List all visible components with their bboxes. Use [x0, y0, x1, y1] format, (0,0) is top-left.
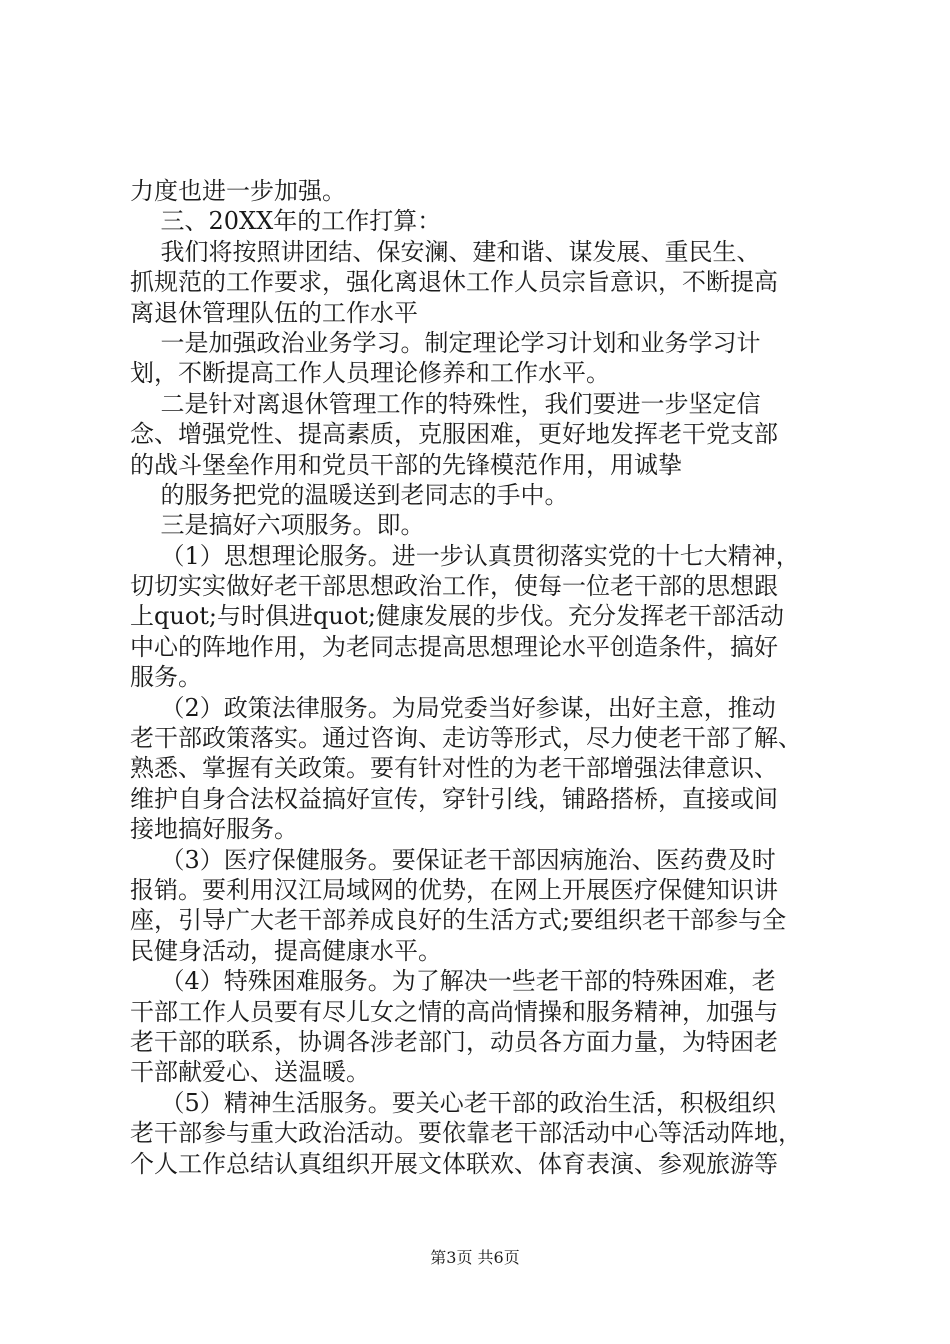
- text-line: 民健身活动，提高健康水平。: [130, 936, 442, 965]
- text-line: 老干部参与重大政治活动。要依靠老干部活动中心等活动阵地，: [130, 1119, 802, 1148]
- text-line: 服务。: [130, 663, 202, 692]
- text-line: 的战斗堡垒作用和党员干部的先锋模范作用，用诚挚: [130, 450, 682, 479]
- text-line: 接地搞好服务。: [130, 815, 298, 844]
- text-line: 三、20XX年的工作打算：: [130, 207, 442, 236]
- text-line: 切切实实做好老干部思想政治工作，使每一位老干部的思想跟: [130, 572, 778, 601]
- text-line: 上quot;与时俱进quot;健康发展的步伐。充分发挥老干部活动: [130, 602, 784, 631]
- text-line: （5）精神生活服务。要关心老干部的政治生活，积极组织: [130, 1088, 776, 1117]
- text-line: 我们将按照讲团结、保安澜、建和谐、谋发展、重民生、: [130, 237, 761, 266]
- text-line: 老干部的联系，协调各涉老部门，动员各方面力量，为特困老: [130, 1027, 778, 1056]
- text-line: 干部工作人员要有尽儿女之情的高尚情操和服务精神，加强与: [130, 997, 778, 1026]
- text-line: （1）思想理论服务。进一步认真贯彻落实党的十七大精神，: [130, 541, 800, 570]
- text-line: 抓规范的工作要求，强化离退休工作人员宗旨意识，不断提高: [130, 268, 778, 297]
- text-line: 念、增强党性、提高素质，克服困难，更好地发挥老干党支部: [130, 420, 778, 449]
- text-line: 个人工作总结认真组织开展文体联欢、体育表演、参观旅游等: [130, 1149, 778, 1178]
- text-line: 力度也进一步加强。: [130, 177, 346, 205]
- text-line: 一是加强政治业务学习。制定理论学习计划和业务学习计: [130, 328, 761, 357]
- text-line: 干部献爱心、送温暖。: [130, 1058, 370, 1087]
- page-footer: 第3页 共6页: [430, 1248, 520, 1267]
- text-line: （2）政策法律服务。为局党委当好参谋，出好主意，推动: [130, 693, 776, 722]
- text-line: 老干部政策落实。通过咨询、走访等形式，尽力使老干部了解、: [130, 724, 802, 753]
- text-line: （4）特殊困难服务。为了解决一些老干部的特殊困难，老: [130, 967, 776, 996]
- text-line: 中心的阵地作用，为老同志提高思想理论水平创造条件，搞好: [130, 632, 778, 661]
- text-line: 三是搞好六项服务。即。: [130, 511, 425, 540]
- text-line: 的服务把党的温暖送到老同志的手中。: [130, 480, 569, 509]
- text-line: 维护自身合法权益搞好宣传，穿针引线，铺路搭桥，直接或间: [130, 784, 778, 813]
- text-line: 座，引导广大老干部养成良好的生活方式;要组织老干部参与全: [130, 906, 787, 935]
- text-line: （3）医疗保健服务。要保证老干部因病施治、医药费及时: [130, 845, 776, 874]
- text-line: 二是针对离退休管理工作的特殊性，我们要进一步坚定信: [130, 389, 761, 418]
- text-line: 报销。要利用汉江局域网的优势，在网上开展医疗保健知识讲: [130, 875, 778, 904]
- document-body: [130, 176, 830, 1179]
- text-line: 划，不断提高工作人员理论修养和工作水平。: [130, 359, 610, 388]
- text-line: 熟悉、掌握有关政策。要有针对性的为老干部增强法律意识、: [130, 754, 778, 783]
- text-line: 离退休管理队伍的工作水平: [130, 298, 418, 327]
